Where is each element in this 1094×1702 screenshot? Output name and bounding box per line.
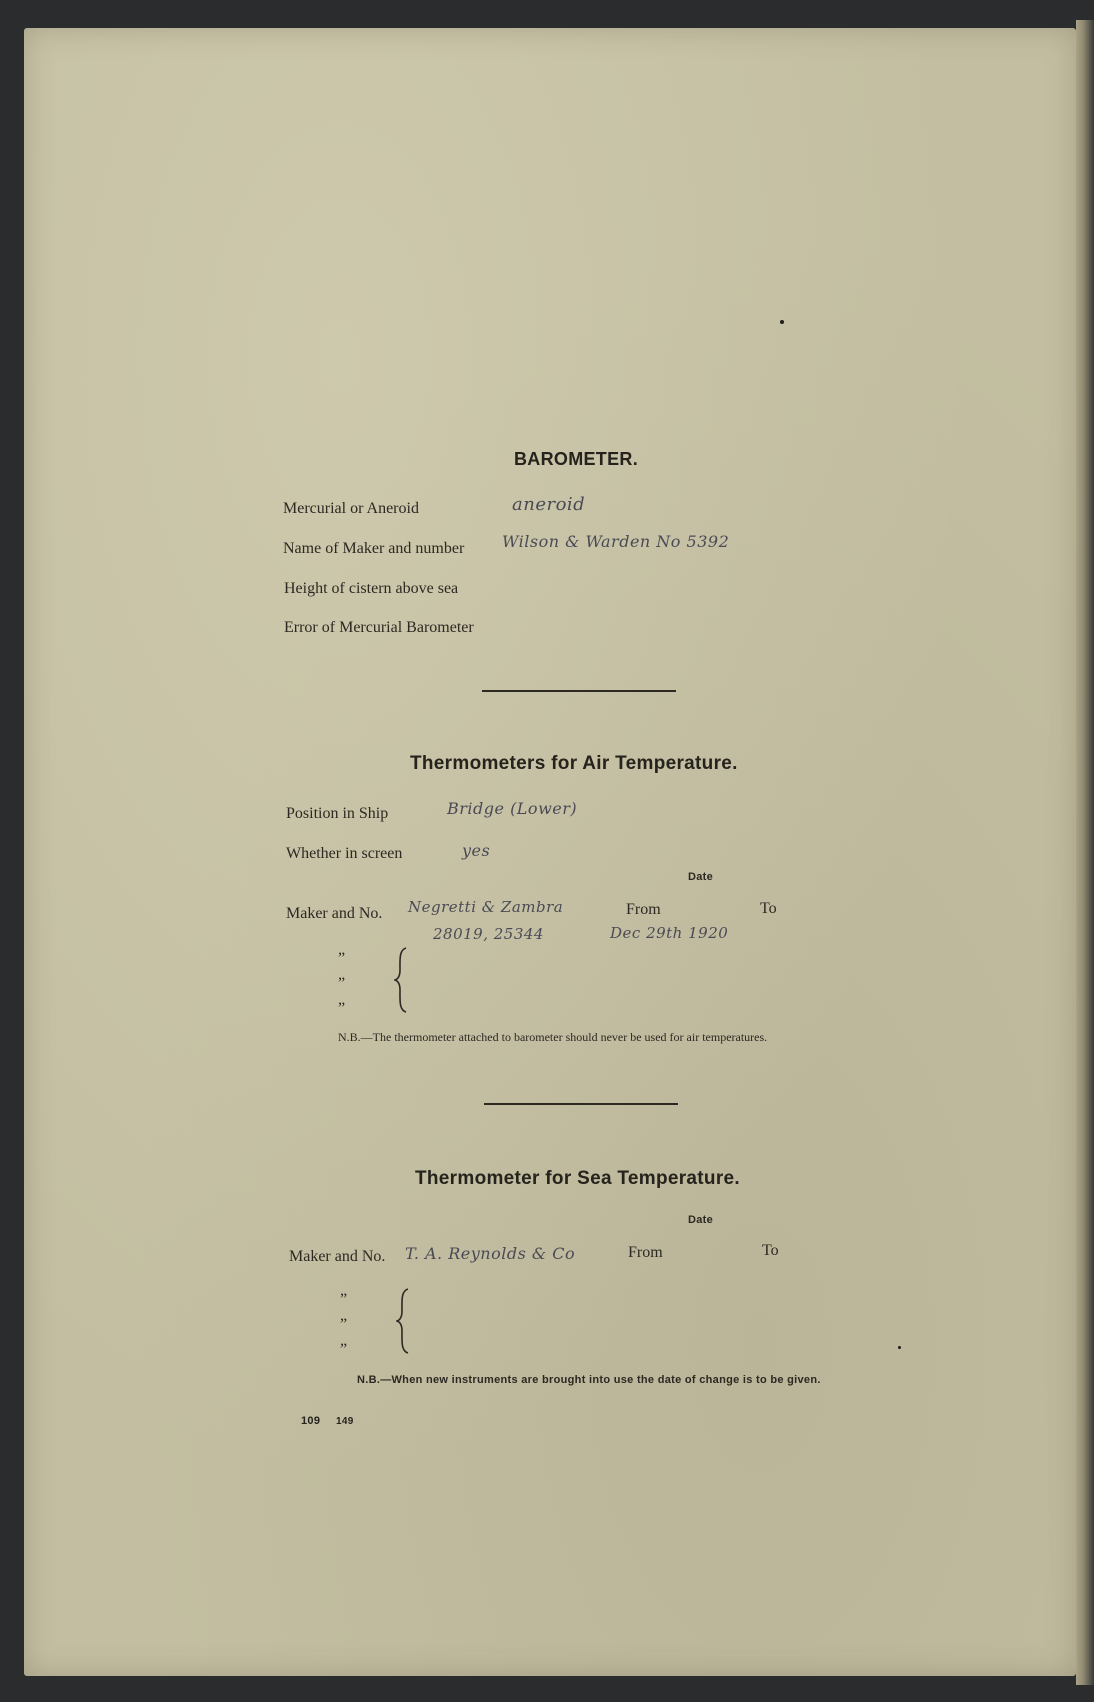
- sea-to-label: To: [762, 1242, 779, 1259]
- ink-speck: [780, 320, 784, 324]
- mercurial-error-label: Error of Mercurial Barometer: [284, 619, 474, 636]
- air-date-label: Date: [688, 871, 714, 883]
- maker-and-number-value: Wilson & Warden No 5392: [502, 532, 730, 551]
- ditto-mark: ”: [338, 950, 346, 967]
- air-maker-label: Maker and No.: [286, 905, 383, 922]
- sea-note: N.B.—When new instruments are brought into use the date of change is to be given.: [357, 1374, 821, 1386]
- sea-from-label: From: [628, 1244, 663, 1261]
- brace-icon: [394, 946, 410, 1014]
- air-from-value: Dec 29th 1920: [610, 924, 729, 942]
- page-edge: [1076, 20, 1094, 1685]
- ink-speck: [898, 1346, 901, 1349]
- ditto-mark: ”: [340, 1316, 348, 1333]
- ditto-mark: ”: [340, 1341, 348, 1358]
- air-to-label: To: [760, 900, 777, 917]
- air-maker-value: Negretti & Zambra: [408, 898, 564, 916]
- mercurial-or-aneroid-value: aneroid: [512, 494, 586, 515]
- form-code-secondary: 149: [336, 1416, 354, 1427]
- cistern-height-label: Height of cistern above sea: [284, 580, 459, 597]
- form-page: [24, 28, 1076, 1676]
- sea-maker-label: Maker and No.: [289, 1248, 386, 1265]
- whether-in-screen-value: yes: [462, 841, 491, 860]
- air-from-label: From: [626, 901, 661, 918]
- air-temperature-title: Thermometers for Air Temperature.: [410, 753, 738, 774]
- position-in-ship-value: Bridge (Lower): [447, 799, 578, 818]
- air-maker-numbers: 28019, 25344: [433, 925, 544, 943]
- section-divider: [484, 1103, 678, 1105]
- ditto-mark: ”: [338, 1000, 346, 1017]
- ditto-mark: ”: [340, 1291, 348, 1308]
- brace-icon: [396, 1287, 412, 1355]
- sea-maker-value: T. A. Reynolds & Co: [405, 1244, 576, 1263]
- maker-and-number-label: Name of Maker and number: [283, 540, 465, 557]
- whether-in-screen-label: Whether in screen: [286, 845, 403, 862]
- sea-date-label: Date: [688, 1214, 714, 1226]
- mercurial-or-aneroid-label: Mercurial or Aneroid: [283, 500, 419, 517]
- section-divider: [482, 690, 676, 692]
- barometer-title: BAROMETER.: [514, 449, 638, 469]
- air-note: N.B.—The thermometer attached to barometer should never be used for air temperatures.: [338, 1030, 768, 1044]
- form-code-primary: 109: [301, 1415, 321, 1427]
- sea-temperature-title: Thermometer for Sea Temperature.: [415, 1168, 740, 1189]
- position-in-ship-label: Position in Ship: [286, 805, 389, 822]
- ditto-mark: ”: [338, 975, 346, 992]
